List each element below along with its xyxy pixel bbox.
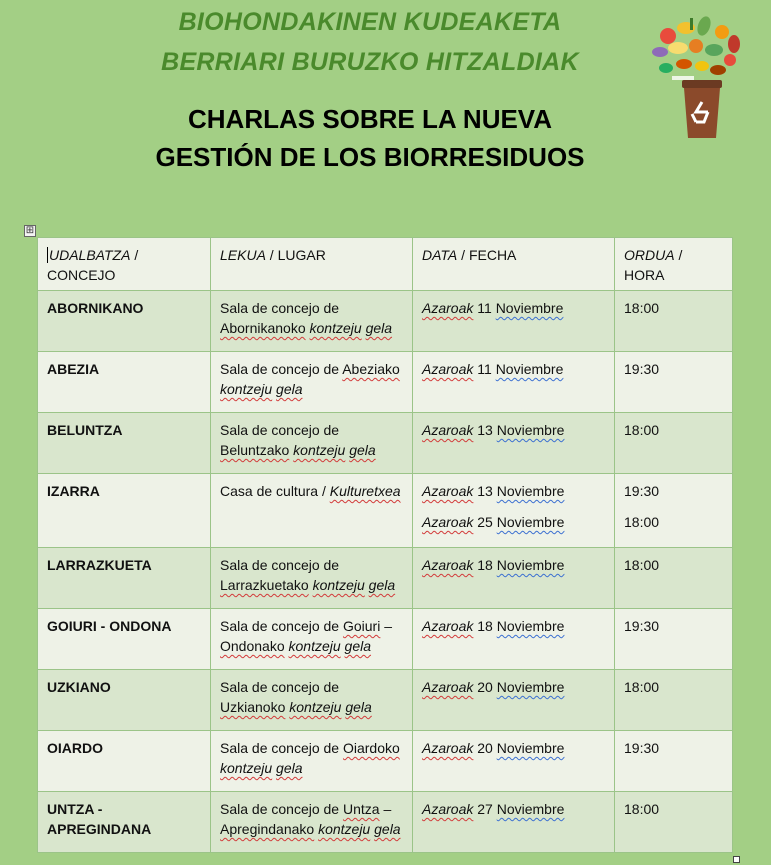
title-basque-line1: BIOHONDAKINEN KUDEAKETA xyxy=(178,8,562,36)
cell-lugar[interactable] xyxy=(211,352,413,413)
table-header-row xyxy=(38,238,733,291)
fecha-day: 27 xyxy=(477,801,493,817)
header-separator: / xyxy=(457,247,469,263)
cell-lugar[interactable] xyxy=(211,413,413,474)
cell-fecha[interactable] xyxy=(413,291,615,352)
lugar-text: Kulturetxea xyxy=(329,483,401,499)
fecha-month-es: Noviembre xyxy=(496,618,565,634)
fecha-day: 20 xyxy=(477,740,493,756)
lugar-text: Untza xyxy=(342,801,380,817)
cell-concejo[interactable]: GOIURI - ONDONA xyxy=(38,609,211,670)
cell-fecha[interactable] xyxy=(413,731,615,792)
cell-fecha[interactable] xyxy=(413,609,615,670)
schedule-table xyxy=(37,237,733,853)
table-row xyxy=(38,670,733,731)
fecha-day: 18 xyxy=(477,618,493,634)
fecha-month-eu: Azaroak xyxy=(422,300,474,316)
header-fecha-eu: DATA xyxy=(422,247,458,263)
fecha-day: 20 xyxy=(477,679,493,695)
fecha-month-eu: Azaroak xyxy=(422,483,474,499)
lugar-text: gela xyxy=(349,442,376,458)
fecha-month-es: Noviembre xyxy=(495,300,564,316)
cell-concejo[interactable]: UNTZA - APREGINDANA xyxy=(38,792,211,853)
lugar-text: Larrazkuetako xyxy=(220,577,309,593)
cell-concejo[interactable]: UZKIANO xyxy=(38,670,211,731)
lugar-text: Sala de concejo de xyxy=(220,618,340,634)
fecha-month-es: Noviembre xyxy=(496,514,565,530)
cell-concejo[interactable]: LARRAZKUETA xyxy=(38,548,211,609)
fecha-day: 25 xyxy=(477,514,493,530)
cell-lugar[interactable] xyxy=(211,731,413,792)
header-concejo[interactable] xyxy=(38,238,211,291)
header-fecha-es: FECHA xyxy=(468,247,517,263)
lugar-text: kontzeju xyxy=(312,577,365,593)
lugar-text: kontzeju xyxy=(220,381,273,397)
fecha-month-eu: Azaroak xyxy=(422,557,474,573)
cell-hora[interactable]: 18:00 xyxy=(615,413,733,474)
header-fecha[interactable] xyxy=(413,238,615,291)
cell-lugar[interactable] xyxy=(211,792,413,853)
cell-fecha[interactable] xyxy=(413,474,615,548)
cell-concejo[interactable]: ABEZIA xyxy=(38,352,211,413)
fecha-month-es: Noviembre xyxy=(496,740,565,756)
table-row xyxy=(38,352,733,413)
cell-concejo[interactable]: BELUNTZA xyxy=(38,413,211,474)
lugar-text: kontzeju xyxy=(309,320,362,336)
fecha-month-eu: Azaroak xyxy=(422,679,474,695)
fecha-day: 13 xyxy=(477,483,493,499)
cell-fecha[interactable] xyxy=(413,792,615,853)
lugar-text: – xyxy=(379,801,392,817)
fecha-month-eu: Azaroak xyxy=(422,514,474,530)
lugar-text: Apregindanako xyxy=(220,821,315,837)
fecha-month-es: Noviembre xyxy=(496,679,565,695)
cell-concejo[interactable]: OIARDO xyxy=(38,731,211,792)
lugar-text: gela xyxy=(276,381,303,397)
cell-lugar[interactable] xyxy=(211,291,413,352)
table-row xyxy=(38,731,733,792)
table-row xyxy=(38,291,733,352)
fecha-day: 18 xyxy=(477,557,493,573)
lugar-text: gela xyxy=(374,821,401,837)
fecha-month-es: Noviembre xyxy=(496,483,565,499)
hora-text: 19:30 xyxy=(624,483,660,499)
fecha-month-eu: Azaroak xyxy=(422,618,474,634)
fecha-month-es: Noviembre xyxy=(496,557,565,573)
cell-hora[interactable]: 19:30 xyxy=(615,609,733,670)
table-row xyxy=(38,413,733,474)
fecha-month-es: Noviembre xyxy=(496,801,565,817)
lugar-text: Beluntzako xyxy=(220,442,290,458)
header-lugar-es: LUGAR xyxy=(277,247,326,263)
lugar-text: kontzeju xyxy=(289,699,342,715)
header-separator: / xyxy=(265,247,278,263)
cell-hora[interactable]: 18:00 xyxy=(615,291,733,352)
table-row xyxy=(38,548,733,609)
lugar-text: gela xyxy=(368,577,396,593)
lugar-text: Sala de concejo de xyxy=(220,679,340,695)
fecha-month-es: Noviembre xyxy=(495,361,564,377)
lugar-text: kontzeju xyxy=(220,760,273,776)
header-hora-eu: ORDUA xyxy=(624,247,675,263)
cell-lugar[interactable] xyxy=(211,548,413,609)
lugar-text: Abornikanoko xyxy=(220,320,306,336)
lugar-text: Oiardoko xyxy=(342,740,400,756)
hora-text: 18:00 xyxy=(624,514,660,530)
title-basque-line2: BERRIARI BURUZKO HITZALDIAK xyxy=(161,48,579,76)
lugar-text: – xyxy=(380,618,393,634)
lugar-text: kontzeju xyxy=(288,638,341,654)
cell-hora[interactable]: 18:00 xyxy=(615,670,733,731)
lugar-text: Abeziako xyxy=(342,361,400,377)
lugar-text: gela xyxy=(345,699,372,715)
lugar-text: Ondonako xyxy=(220,638,285,654)
cell-hora[interactable] xyxy=(615,474,733,548)
lugar-text: gela xyxy=(276,760,303,776)
fecha-month-es: Noviembre xyxy=(496,422,565,438)
cell-hora[interactable]: 18:00 xyxy=(615,792,733,853)
cell-fecha[interactable] xyxy=(413,548,615,609)
lugar-text: kontzeju xyxy=(318,821,371,837)
title-spanish-line1: CHARLAS SOBRE LA NUEVA xyxy=(187,104,552,134)
fecha-month-eu: Azaroak xyxy=(422,740,474,756)
header-hora[interactable] xyxy=(615,238,733,291)
lugar-text: Uzkianoko xyxy=(220,699,286,715)
cell-hora[interactable]: 18:00 xyxy=(615,548,733,609)
lugar-text: Goiuri xyxy=(342,618,381,634)
cell-hora[interactable]: 19:30 xyxy=(615,731,733,792)
table-row xyxy=(38,792,733,853)
header-concejo-es: CONCEJO xyxy=(47,267,116,283)
lugar-text: Sala de concejo de xyxy=(220,361,340,377)
cell-fecha[interactable] xyxy=(413,670,615,731)
fecha-month-eu: Azaroak xyxy=(422,361,474,377)
lugar-text: kontzeju xyxy=(293,442,346,458)
header-concejo-eu: UDALBATZA xyxy=(49,247,131,263)
lugar-text: Sala de concejo de xyxy=(220,422,340,438)
cell-concejo[interactable]: ABORNIKANO xyxy=(38,291,211,352)
header-separator: / xyxy=(674,247,683,263)
table-row xyxy=(38,474,733,548)
header-hora-es: HORA xyxy=(624,267,665,283)
header-separator: / xyxy=(130,247,139,263)
text-cursor xyxy=(47,247,48,263)
header-lugar-eu: LEKUA xyxy=(220,247,266,263)
lugar-text: Sala de concejo de xyxy=(220,300,340,316)
lugar-text: Sala de concejo de xyxy=(220,801,340,817)
cell-fecha[interactable] xyxy=(413,352,615,413)
cell-lugar[interactable] xyxy=(211,609,413,670)
cell-fecha[interactable] xyxy=(413,413,615,474)
table-move-handle[interactable]: ⊞ xyxy=(25,225,35,236)
fecha-day: 11 xyxy=(477,361,492,377)
cell-lugar[interactable] xyxy=(211,670,413,731)
lugar-text: Casa de cultura / xyxy=(220,483,330,499)
cell-lugar[interactable] xyxy=(211,474,413,548)
cell-concejo[interactable]: IZARRA xyxy=(38,474,211,548)
fecha-month-eu: Azaroak xyxy=(422,422,474,438)
lugar-text: Sala de concejo de xyxy=(220,557,340,573)
recycling-bin-with-food-icon xyxy=(646,14,746,140)
table-resize-handle[interactable] xyxy=(733,856,740,863)
lugar-text: gela xyxy=(344,638,372,654)
title-spanish-line2: GESTIÓN DE LOS BIORRESIDUOS xyxy=(155,142,585,172)
header-lugar[interactable] xyxy=(211,238,413,291)
lugar-text: gela xyxy=(365,320,393,336)
fecha-day: 13 xyxy=(477,422,493,438)
fecha-day: 11 xyxy=(477,300,492,316)
lugar-text: Sala de concejo de xyxy=(220,740,340,756)
cell-hora[interactable]: 19:30 xyxy=(615,352,733,413)
table-row xyxy=(38,609,733,670)
fecha-month-eu: Azaroak xyxy=(422,801,474,817)
